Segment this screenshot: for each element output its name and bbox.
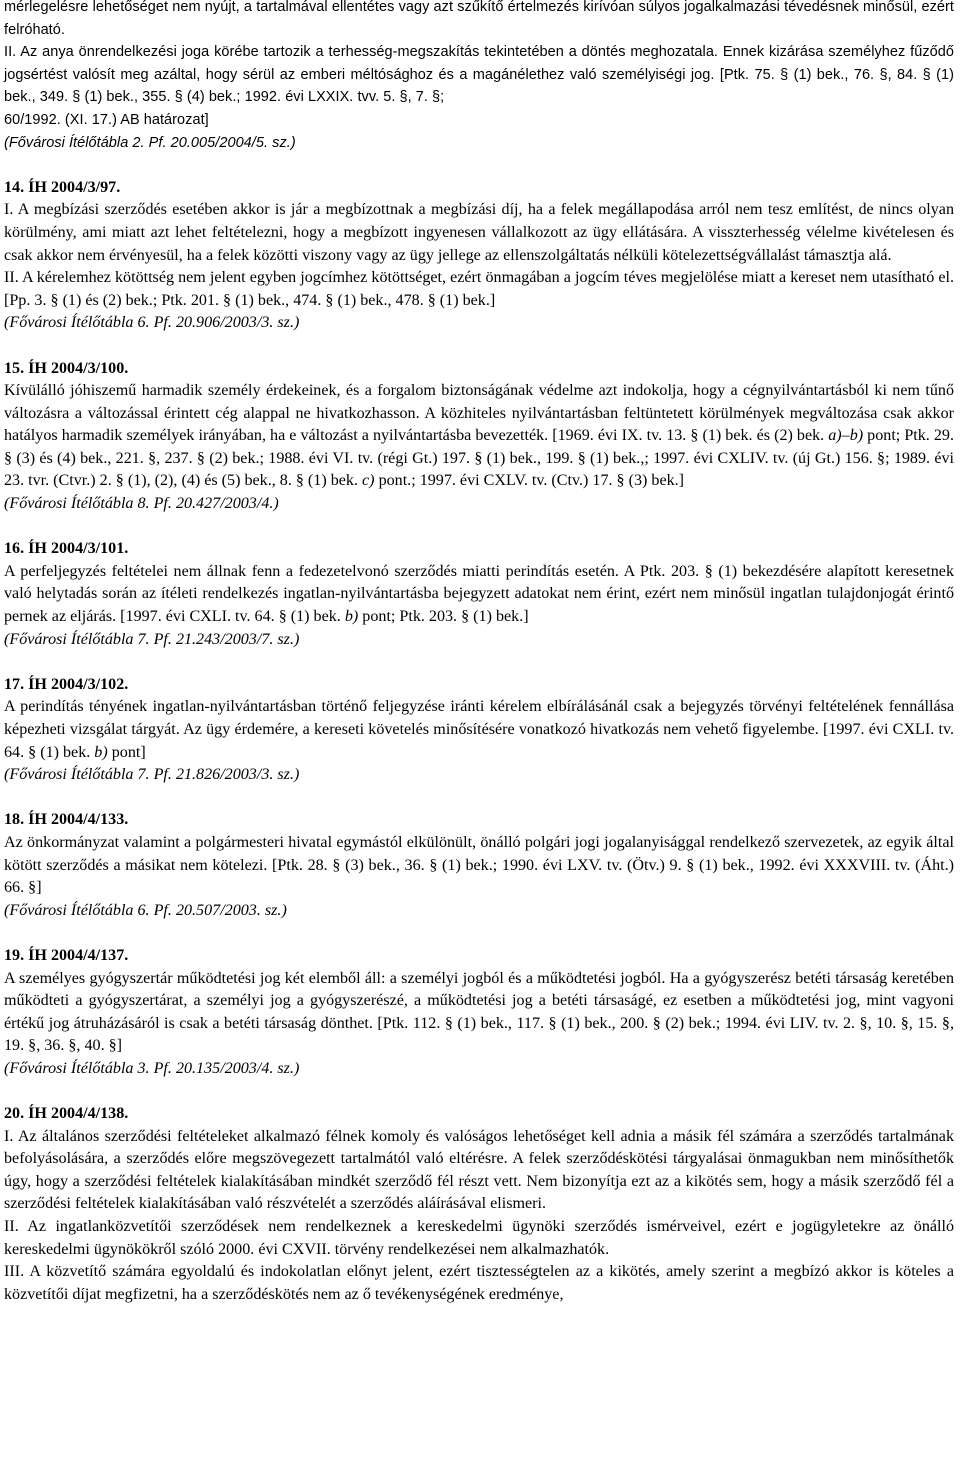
- paragraph-ii-mother-rights: II. Az anya önrendelkezési joga körébe tartozik a terhesség-megszakítás tekintetében a döntés meghozatala. Ennek kizárása személyhez fűződő jogsértést valósít meg azáltal, hogy sérül az emberi méltósághoz és a magánélethez való személyiségi jog. [Ptk. 75. § (1) bek., 76. §, 84. § (1) bek., 349. § (1) bek., 355. § (4) bek.; 1992. évi LXXIX. tvv. 5. §, 7. §;: [4, 44, 955, 106]
- section-16-paragraph: A perfeljegyzés feltételei nem állnak fenn a fedezetelvonó szerződés miatti perindítás esetén. A Ptk. 203. § (1) bekezdésére alapított keresetnek való helytadás során az ítéleti rendelkezés ingatlan-nyilvántartásba bejegyzett adatokat nem érint, ezért nem minősül ingatlan tulajdonjogát érintő pernek az eljárás. [1997. évi CXLI. tv. 64. § (1) bek. b) pont; Ptk. 203. § (1) bek.]: [4, 562, 954, 626]
- section-18-paragraph: Az önkormányzat valamint a polgármesteri hivatal egymástól elkülönült, önálló polgári jogi jogalanyisággal rendelkező szervezetek, az egyik által kötött szerződés a másikat nem kötelezi. [Ptk. 28. § (3) bek., 36. § (1) bek.; 1990. évi LXV. tv. (Ötv.) 9. § (1) bek., 1992. évi XXXVIII. tv. (Áht.) 66. §]: [4, 833, 954, 897]
- section-15-paragraph: Kívülálló jóhiszemű harmadik személy érdekeinek, és a forgalom biztonságának védelme azt indokolja, hogy a cégnyilvántartásból ki nem tűnő változásra a változással érintett cég alappal ne hivatkozhasson. A közhiteles nyilvántartásban feltüntetett körülmények megváltozása csak akkor hatályos harmadik személyek irányában, ha e változást a nyilvántartásba bevezették. [1969. évi IX. tv. 13. § (1) bek. és (2) bek. a)–b) pont; Ptk. 29. § (3) és (4) bek., 221. §, 237. § (2) bek.; 1988. évi VI. tv. (régi Gt.) 197. § (1) bek., 199. § (1) bek.,; 1997. évi CXLIV. tv. (új Gt.) 156. §; 1989. évi 23. tvr. (Ctvr.) 2. § (1), (2), (4) és (5) bek., 8. § (1) bek. c) pont.; 1997. évi CXLV. tv. (Ctv.) 17. § (3) bek.]: [4, 382, 954, 490]
- paragraph-ii-reference: 60/1992. (XI. 17.) AB határozat]: [4, 111, 209, 128]
- court-reference: (Fővárosi Ítélőtábla 6. Pf. 20.906/2003/3. sz.): [4, 314, 300, 332]
- section-14-paragraph-ii: II. A kérelemhez kötöttség nem jelent egyben jogcímhez kötöttséget, ezért önmagában a jogcím téves megjelölése miatt a kereset nem utasítható el. [Pp. 3. § (1) és (2) bek.; Ptk. 201. § (1) bek., 474. § (1) bek., 478. § (1) bek.]: [4, 269, 954, 309]
- section-heading-20: 20. ÍH 2004/4/138.: [4, 1105, 129, 1123]
- section-heading-17: 17. ÍH 2004/3/102.: [4, 675, 129, 693]
- court-reference: (Fővárosi Ítélőtábla 7. Pf. 21.826/2003/3. sz.): [4, 766, 300, 784]
- section-17-paragraph: A perindítás tényének ingatlan-nyilvántartásban történő feljegyzése iránti kérelem elbírálásánál csak a bejegyzés törvényi feltételének fennállása képezheti vizsgálat tárgyát. Az ügy érdemére, a kereseti követelés minősítésére vonatkozó hivatkozás nem vehető figyelembe. [1997. évi CXLI. tv. 64. § (1) bek. b) pont]: [4, 698, 954, 761]
- court-reference: (Fővárosi Ítélőtábla 3. Pf. 20.135/2003/4. sz.): [4, 1059, 300, 1077]
- court-reference: (Fővárosi Ítélőtábla 2. Pf. 20.005/2004/5. sz.): [4, 134, 296, 151]
- section-heading-16: 16. ÍH 2004/3/101.: [4, 540, 129, 558]
- court-reference: (Fővárosi Ítélőtábla 8. Pf. 20.427/2003/4.): [4, 495, 279, 513]
- section-heading-19: 19. ÍH 2004/4/137.: [4, 946, 129, 964]
- section-heading-15: 15. ÍH 2004/3/100.: [4, 359, 129, 377]
- section-14-paragraph-i: I. A megbízási szerződés esetében akkor is jár a megbízottnak a megbízási díj, ha a felek megállapodása arról nem tesz említést, de nincs olyan körülmény, ami miatt azt lehet feltételezni, hogy a megbízott ingyenesen vállalkozott az ügy ellátására. A visszterhesség vélelme kivételesen és csak akkor nem érvényesül, ha a felek közötti viszony vagy az ügy jellege az ellenszolgáltatás nélküli kötelezettségvállalást támasztja alá.: [4, 201, 954, 264]
- section-20-paragraph-iii: III. A közvetítő számára egyoldalú és indokolatlan előnyt jelent, ezért tisztességtelen az a kikötés, amely szerint a megbízó akkor is köteles a közvetítői díjat megfizetni, ha a szerződéskötés nem az ő tevékenységének eredménye,: [4, 1263, 954, 1303]
- section-19-paragraph: A személyes gyógyszertár működtetési jog két elemből áll: a személyi jogból és a működtetési jogból. Ha a gyógyszerész betéti társaság keretében működteti a gyógyszertárat, a személyi jog a gyógyszerészé, a működtetési jog a betéti társaságé, ez esetben a működtetési jog, mint vagyoni értékű jog átruházásáról is csak a betéti társaság dönthet. [Ptk. 112. § (1) bek., 117. § (1) bek., 200. § (2) bek.; 1994. évi LIV. tv. 2. §, 10. §, 15. §, 19. §, 36. §, 40. §]: [4, 969, 954, 1055]
- section-20-paragraph-i: I. Az általános szerződési feltételeket alkalmazó félnek komoly és valóságos lehetőséget kell adnia a másik fél számára a szerződés tartalmának befolyásolására, a szerződés előre megszövegezett tartalmától való eltérésre. A felek szerződéskötési tárgyalásai önmagukban nem minősíthetők úgy, hogy a szerződési feltételek kialakításában mindkét szerződő fél részt vett. Nem bizonyítja ezt az a kikötés sem, hogy a másik szerződő fél a szerződési feltételek kialakításában való részvételét a szerződés aláírásával elismeri.: [4, 1127, 954, 1213]
- court-reference: (Fővárosi Ítélőtábla 7. Pf. 21.243/2003/7. sz.): [4, 630, 300, 648]
- paragraph-continuation: mérlegelésre lehetőséget nem nyújt, a tartalmával ellentétes vagy azt szűkítő értelmezés kirívóan súlyos jogalkalmazási tévedésnek minősül, ezért felróható.: [4, 0, 954, 38]
- section-heading-18: 18. ÍH 2004/4/133.: [4, 811, 129, 829]
- court-reference: (Fővárosi Ítélőtábla 6. Pf. 20.507/2003. sz.): [4, 901, 287, 919]
- section-20-paragraph-ii: II. Az ingatlanközvetítői szerződések nem rendelkeznek a kereskedelmi ügynöki szerződés ismérveivel, ezért e jogügyletekre az önálló kereskedelmi ügynökökről szóló 2000. évi CXVII. törvény rendelkezései nem alkalmazhatók.: [4, 1218, 954, 1258]
- section-heading-14: 14. ÍH 2004/3/97.: [4, 178, 121, 196]
